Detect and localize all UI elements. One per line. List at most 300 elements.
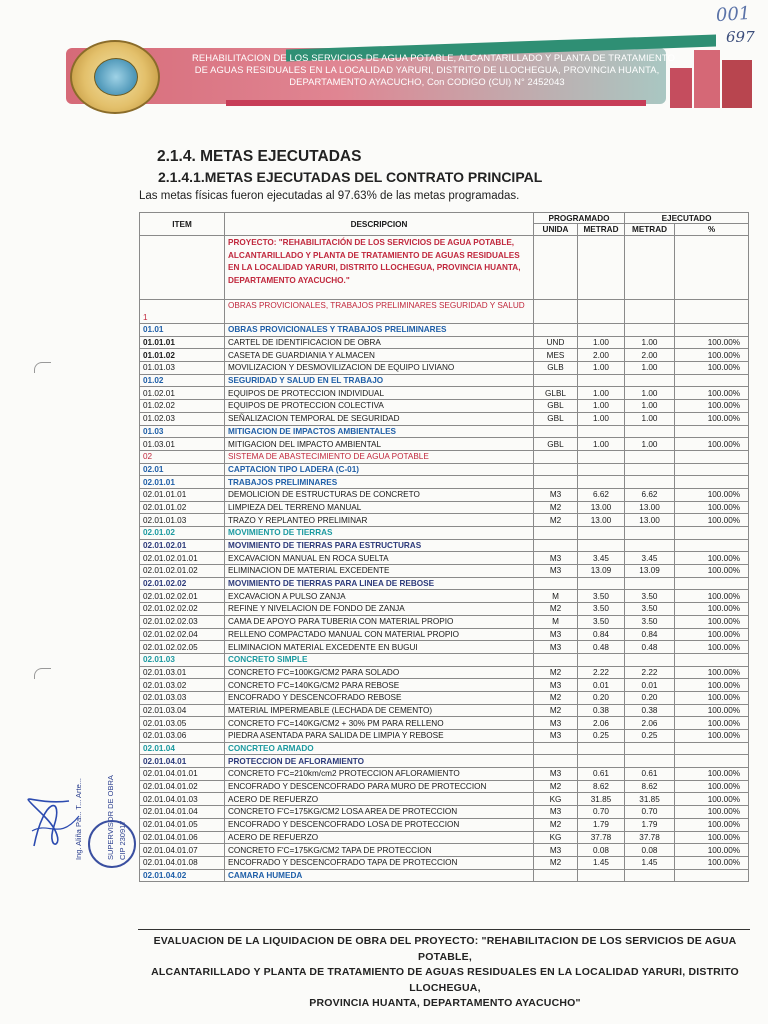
item-cell: 02.01.03.05	[140, 717, 225, 730]
ejecutado-metrado-cell: 0.84	[625, 628, 675, 641]
item-cell: 02.01.01.03	[140, 514, 225, 527]
percent-cell: 100.00%	[675, 590, 749, 603]
ejecutado-metrado-cell: 1.00	[625, 336, 675, 349]
description-cell: ENCOFRADO Y DESCENCOFRADO TAPA DE PROTECCION	[225, 856, 534, 869]
item-cell: 02.01.03.03	[140, 691, 225, 704]
percent-cell	[675, 539, 749, 552]
unit-cell: KG	[534, 793, 578, 806]
unit-cell: GBL	[534, 412, 578, 425]
header-ejecutado: EJECUTADO	[625, 213, 749, 224]
programado-metrado-cell: 2.00	[578, 349, 625, 362]
unit-cell	[534, 425, 578, 438]
programado-metrado-cell: 0.61	[578, 768, 625, 781]
item-cell: 01.03.01	[140, 438, 225, 451]
programado-metrado-cell: 1.79	[578, 818, 625, 831]
programado-metrado-cell: 1.00	[578, 362, 625, 375]
item-cell: 02.01.04.01.08	[140, 856, 225, 869]
table-row	[140, 704, 749, 717]
description-cell: CONCRETO SIMPLE	[225, 653, 534, 666]
footer-line: ALCANTARILLADO Y PLANTA DE TRATAMIENTO DE AGUAS RESIDUALES EN LA LOCALIDAD YARURI, DISTRITO LLOCHEGUA,	[151, 966, 739, 994]
ejecutado-metrado-cell: 1.00	[625, 412, 675, 425]
subsection-heading: 2.1.4.1.METAS EJECUTADAS DEL CONTRATO PRINCIPAL	[158, 169, 543, 185]
percent-cell: 100.00%	[675, 679, 749, 692]
item-cell: 02.01.03.04	[140, 704, 225, 717]
ejecutado-metrado-cell: 0.25	[625, 730, 675, 743]
unit-cell: GLB	[534, 362, 578, 375]
table-row	[140, 628, 749, 641]
description-cell: ACERO DE REFUERZO	[225, 793, 534, 806]
ejecutado-metrado-cell: 13.09	[625, 565, 675, 578]
table-row	[140, 438, 749, 451]
percent-cell	[675, 577, 749, 590]
description-cell: OBRAS PROVICIONALES Y TRABAJOS PRELIMINARES	[225, 324, 534, 337]
header-percent: %	[675, 224, 749, 236]
unit-cell: M2	[534, 603, 578, 616]
description-cell: ENCOFRADO Y DESCENCOFRADO LOSA DE PROTECCION	[225, 818, 534, 831]
punch-hole-mark	[34, 668, 51, 679]
table-row	[140, 615, 749, 628]
table-row	[140, 476, 749, 489]
description-cell: CONCRETO F'C=175KG/CM2 TAPA DE PROTECCION	[225, 844, 534, 857]
percent-cell: 100.00%	[675, 793, 749, 806]
ejecutado-metrado-cell: 1.00	[625, 362, 675, 375]
item-cell: 02	[140, 450, 225, 463]
programado-metrado-cell: 0.08	[578, 844, 625, 857]
header-descripcion: DESCRIPCION	[225, 213, 534, 236]
programado-metrado-cell: 1.45	[578, 856, 625, 869]
item-cell: 02.01.04.01	[140, 755, 225, 768]
percent-cell: 100.00%	[675, 628, 749, 641]
percent-cell: 100.00%	[675, 387, 749, 400]
description-cell: CAMARA HUMEDA	[225, 869, 534, 882]
item-cell: 02.01.01	[140, 476, 225, 489]
percent-cell: 100.00%	[675, 514, 749, 527]
unit-cell: M2	[534, 704, 578, 717]
unit-cell	[534, 374, 578, 387]
unit-cell: M	[534, 615, 578, 628]
percent-cell	[675, 425, 749, 438]
percent-cell: 100.00%	[675, 704, 749, 717]
ejecutado-metrado-cell: 3.45	[625, 552, 675, 565]
table-row	[140, 400, 749, 413]
stamp-role: SUPERVISOR DE OBRA	[106, 775, 115, 860]
description-cell: ENCOFRADO Y DESCENCOFRADO PARA MURO DE PROTECCION	[225, 780, 534, 793]
programado-metrado-cell: 1.00	[578, 387, 625, 400]
percent-cell: 100.00%	[675, 831, 749, 844]
unit-cell	[534, 527, 578, 540]
programado-metrado-cell: 0.38	[578, 704, 625, 717]
ejecutado-metrado-cell	[625, 653, 675, 666]
table-row	[140, 653, 749, 666]
item-cell: 02.01.04.01.05	[140, 818, 225, 831]
metas-table	[139, 212, 749, 882]
ejecutado-metrado-cell: 1.45	[625, 856, 675, 869]
header-unida: UNIDA	[534, 224, 578, 236]
table-row	[140, 349, 749, 362]
unit-cell	[534, 742, 578, 755]
table-row	[140, 793, 749, 806]
header-metrad-programado: METRAD	[578, 224, 625, 236]
unit-cell	[534, 324, 578, 337]
description-cell: TRAZO Y REPLANTEO PRELIMINAR	[225, 514, 534, 527]
unit-cell: M3	[534, 730, 578, 743]
handwritten-folio-number: 697	[726, 28, 755, 46]
programado-metrado-cell	[578, 527, 625, 540]
ejecutado-metrado-cell: 0.48	[625, 641, 675, 654]
programado-metrado-cell	[578, 374, 625, 387]
description-cell: DEMOLICION DE ESTRUCTURAS DE CONCRETO	[225, 488, 534, 501]
unit-cell	[534, 539, 578, 552]
ejecutado-metrado-cell: 1.79	[625, 818, 675, 831]
ejecutado-metrado-cell: 0.01	[625, 679, 675, 692]
unit-cell: GLBL	[534, 387, 578, 400]
unit-cell: M2	[534, 514, 578, 527]
footer-line: PROVINCIA HUANTA, DEPARTAMENTO AYACUCHO"	[309, 997, 581, 1009]
percent-cell	[675, 450, 749, 463]
ejecutado-metrado-cell	[625, 324, 675, 337]
item-cell: 02.01.02.02	[140, 577, 225, 590]
item-cell: 02.01.02.02.02	[140, 603, 225, 616]
percent-cell: 100.00%	[675, 349, 749, 362]
description-cell: MOVILIZACION Y DESMOVILIZACION DE EQUIPO LIVIANO	[225, 362, 534, 375]
percent-cell	[675, 755, 749, 768]
unit-cell: M2	[534, 501, 578, 514]
unit-cell	[534, 653, 578, 666]
unit-cell: M2	[534, 818, 578, 831]
project-item-cell	[140, 236, 225, 300]
banner-project-title	[192, 52, 675, 88]
header-item: ITEM	[140, 213, 225, 236]
unit-cell: M2	[534, 856, 578, 869]
punch-hole-mark	[34, 362, 51, 373]
programado-metrado-cell: 31.85	[578, 793, 625, 806]
ejecutado-metrado-cell: 3.50	[625, 603, 675, 616]
banner-line: DE AGUAS RESIDUALES EN LA LOCALIDAD YARURI, DISTRITO DE LLOCHEGUA, PROVINCIA HUANTA,	[194, 64, 660, 75]
description-cell: CONCRETO F'C=140KG/CM2 + 30% PM PARA RELLENO	[225, 717, 534, 730]
percent-cell	[675, 527, 749, 540]
ejecutado-metrado-cell	[625, 463, 675, 476]
unit-cell: M	[534, 590, 578, 603]
table-row	[140, 603, 749, 616]
item-cell: 01.02.03	[140, 412, 225, 425]
footer-caption	[140, 934, 750, 1012]
description-cell: EQUIPOS DE PROTECCION INDIVIDUAL	[225, 387, 534, 400]
unit-cell	[534, 476, 578, 489]
ejecutado-metrado-cell: 13.00	[625, 514, 675, 527]
percent-cell: 100.00%	[675, 768, 749, 781]
item-cell: 02.01.04.01.02	[140, 780, 225, 793]
description-cell: CONCRETO F'C=175KG/CM2 LOSA AREA DE PROTECCION	[225, 806, 534, 819]
banner-line: DEPARTAMENTO AYACUCHO, Con CODIGO (CUI) N° 2452043	[289, 76, 565, 87]
percent-cell	[675, 463, 749, 476]
item-cell: 02.01.03.01	[140, 666, 225, 679]
description-cell: CONCRETO F'C=210km/cm2 PROTECCION AFLORAMIENTO	[225, 768, 534, 781]
ejecutado-metrado-cell: 1.00	[625, 387, 675, 400]
unit-cell	[534, 869, 578, 882]
buildings-illustration	[666, 38, 756, 108]
programado-metrado-cell: 3.50	[578, 603, 625, 616]
percent-cell	[675, 653, 749, 666]
programado-metrado-cell	[578, 476, 625, 489]
percent-cell: 100.00%	[675, 717, 749, 730]
programado-metrado-cell: 13.00	[578, 514, 625, 527]
obras-item-cell: 1	[140, 300, 225, 324]
table-row	[140, 514, 749, 527]
percent-cell: 100.00%	[675, 488, 749, 501]
programado-metrado-cell	[578, 755, 625, 768]
ejecutado-metrado-cell: 31.85	[625, 793, 675, 806]
table-row	[140, 336, 749, 349]
ejecutado-metrado-cell: 2.00	[625, 349, 675, 362]
item-cell: 02.01.03	[140, 653, 225, 666]
programado-metrado-cell: 3.50	[578, 590, 625, 603]
table-row	[140, 362, 749, 375]
item-cell: 02.01.02.01.02	[140, 565, 225, 578]
item-cell: 01.01.02	[140, 349, 225, 362]
item-cell: 01.01.03	[140, 362, 225, 375]
header-banner	[66, 38, 756, 108]
description-cell: REFINE Y NIVELACION DE FONDO DE ZANJA	[225, 603, 534, 616]
percent-cell	[675, 869, 749, 882]
description-cell: ELIMINACION DE MATERIAL EXCEDENTE	[225, 565, 534, 578]
description-cell: CAPTACION TIPO LADERA (C-01)	[225, 463, 534, 476]
item-cell: 02.01.04.02	[140, 869, 225, 882]
percent-cell: 100.00%	[675, 400, 749, 413]
ejecutado-metrado-cell: 37.78	[625, 831, 675, 844]
programado-metrado-cell: 1.00	[578, 400, 625, 413]
footer-line: EVALUACION DE LA LIQUIDACION DE OBRA DEL PROYECTO: "REHABILITACION DE LOS SERVICIOS DE AGUA POTABLE,	[153, 935, 737, 963]
description-cell: CAMA DE APOYO PARA TUBERIA CON MATERIAL PROPIO	[225, 615, 534, 628]
unit-cell: GBL	[534, 400, 578, 413]
item-cell: 02.01.01.01	[140, 488, 225, 501]
percent-cell: 100.00%	[675, 780, 749, 793]
header-programado: PROGRAMADO	[534, 213, 625, 224]
percent-cell	[675, 476, 749, 489]
description-cell: CASETA DE GUARDIANIA Y ALMACEN	[225, 349, 534, 362]
table-row	[140, 869, 749, 882]
unit-cell	[534, 450, 578, 463]
percent-cell: 100.00%	[675, 603, 749, 616]
unit-cell: MES	[534, 349, 578, 362]
table-row	[140, 679, 749, 692]
ejecutado-metrado-cell: 0.20	[625, 691, 675, 704]
unit-cell: M3	[534, 628, 578, 641]
description-cell: RELLENO COMPACTADO MANUAL CON MATERIAL PROPIO	[225, 628, 534, 641]
header-metrad-ejecutado: METRAD	[625, 224, 675, 236]
item-cell: 02.01.02.02.05	[140, 641, 225, 654]
description-cell: SEÑALIZACION TEMPORAL DE SEGURIDAD	[225, 412, 534, 425]
percent-cell	[675, 324, 749, 337]
table-row	[140, 691, 749, 704]
percent-cell: 100.00%	[675, 552, 749, 565]
unit-cell: M3	[534, 488, 578, 501]
description-cell: SEGURIDAD Y SALUD EN EL TRABAJO	[225, 374, 534, 387]
unit-cell: M3	[534, 679, 578, 692]
description-cell: CONCRETO F'C=100KG/CM2 PARA SOLADO	[225, 666, 534, 679]
table-row	[140, 412, 749, 425]
table-row	[140, 425, 749, 438]
table-row	[140, 539, 749, 552]
ejecutado-metrado-cell: 1.00	[625, 400, 675, 413]
item-cell: 02.01.02.01	[140, 539, 225, 552]
description-cell: CARTEL DE IDENTIFICACION DE OBRA	[225, 336, 534, 349]
programado-metrado-cell: 3.45	[578, 552, 625, 565]
description-cell: ELIMINACION MATERIAL EXCEDENTE EN BUGUI	[225, 641, 534, 654]
stamp-cip: CIP 230917	[118, 820, 127, 860]
programado-metrado-cell: 1.00	[578, 412, 625, 425]
banner-line: REHABILITACION DE LOS SERVICIOS DE AGUA POTABLE, ALCANTARILLADO Y PLANTA DE TRATAMIENTO	[192, 52, 675, 63]
item-cell: 01.02.01	[140, 387, 225, 400]
programado-metrado-cell: 0.25	[578, 730, 625, 743]
table-row	[140, 717, 749, 730]
stamp-seal-circle	[88, 820, 136, 868]
table-row	[140, 324, 749, 337]
table-row	[140, 577, 749, 590]
programado-metrado-cell: 13.09	[578, 565, 625, 578]
programado-metrado-cell	[578, 324, 625, 337]
table-row	[140, 755, 749, 768]
unit-cell: M3	[534, 768, 578, 781]
ejecutado-metrado-cell	[625, 577, 675, 590]
ejecutado-metrado-cell: 13.00	[625, 501, 675, 514]
banner-pink-stripe	[226, 100, 646, 106]
percent-cell: 100.00%	[675, 412, 749, 425]
programado-metrado-cell	[578, 463, 625, 476]
programado-metrado-cell: 0.48	[578, 641, 625, 654]
signature-scribble	[24, 786, 84, 856]
ejecutado-metrado-cell: 1.00	[625, 438, 675, 451]
description-cell: SISTEMA DE ABASTECIMIENTO DE AGUA POTABLE	[225, 450, 534, 463]
table-row	[140, 768, 749, 781]
programado-metrado-cell: 6.62	[578, 488, 625, 501]
programado-metrado-cell	[578, 653, 625, 666]
percent-cell: 100.00%	[675, 844, 749, 857]
unit-cell	[534, 463, 578, 476]
unit-cell: M2	[534, 666, 578, 679]
percent-cell: 100.00%	[675, 856, 749, 869]
table-row	[140, 488, 749, 501]
description-cell: CONCRETO F'C=140KG/CM2 PARA REBOSE	[225, 679, 534, 692]
percent-cell: 100.00%	[675, 438, 749, 451]
description-cell: LIMPIEZA DEL TERRENO MANUAL	[225, 501, 534, 514]
item-cell: 01.01	[140, 324, 225, 337]
programado-metrado-cell	[578, 450, 625, 463]
percent-cell: 100.00%	[675, 806, 749, 819]
ejecutado-metrado-cell: 8.62	[625, 780, 675, 793]
unit-cell: GBL	[534, 438, 578, 451]
project-title-cell: PROYECTO: "REHABILITACIÓN DE LOS SERVICIOS DE AGUA POTABLE, ALCANTARILLADO Y PLANTA DE TRATAMIENTO DE AGUAS RESIDUALES EN LA LOCALIDAD YARURI, DISTRITO LLOCHEGUA, PROVINCIA HUANTA, DEPARTAMENTO AYACUCHO."	[225, 236, 534, 300]
ejecutado-metrado-cell: 0.38	[625, 704, 675, 717]
seal-landscape	[94, 58, 138, 96]
ejecutado-metrado-cell	[625, 742, 675, 755]
ejecutado-metrado-cell	[625, 869, 675, 882]
ejecutado-metrado-cell: 0.61	[625, 768, 675, 781]
ejecutado-metrado-cell	[625, 476, 675, 489]
ejecutado-metrado-cell: 2.22	[625, 666, 675, 679]
table-row	[140, 780, 749, 793]
item-cell: 02.01.02.02.01	[140, 590, 225, 603]
programado-metrado-cell: 0.70	[578, 806, 625, 819]
programado-metrado-cell: 2.22	[578, 666, 625, 679]
item-cell: 01.02.02	[140, 400, 225, 413]
item-cell: 02.01.04.01.07	[140, 844, 225, 857]
programado-metrado-cell	[578, 425, 625, 438]
handwritten-page-number: 001	[715, 2, 752, 27]
item-cell: 02.01.02.02.04	[140, 628, 225, 641]
item-cell: 02.01.03.02	[140, 679, 225, 692]
item-cell: 01.02	[140, 374, 225, 387]
percent-cell: 100.00%	[675, 730, 749, 743]
description-cell: MOVIMIENTO DE TIERRAS	[225, 527, 534, 540]
percent-cell: 100.00%	[675, 615, 749, 628]
percent-cell: 100.00%	[675, 666, 749, 679]
intro-text: Las metas físicas fueron ejecutadas al 97.63% de las metas programadas.	[139, 190, 520, 202]
percent-cell: 100.00%	[675, 641, 749, 654]
obras-desc-cell: OBRAS PROVICIONALES, TRABAJOS PRELIMINARES SEGURIDAD Y SALUD	[225, 300, 534, 324]
item-cell: 02.01.03.06	[140, 730, 225, 743]
programado-metrado-cell: 13.00	[578, 501, 625, 514]
ejecutado-metrado-cell	[625, 450, 675, 463]
ejecutado-metrado-cell	[625, 539, 675, 552]
ejecutado-metrado-cell	[625, 755, 675, 768]
description-cell: MATERIAL IMPERMEABLE (LECHADA DE CEMENTO)	[225, 704, 534, 717]
description-cell: EXCAVACION MANUAL EN ROCA SUELTA	[225, 552, 534, 565]
percent-cell: 100.00%	[675, 818, 749, 831]
unit-cell: M2	[534, 691, 578, 704]
programado-metrado-cell	[578, 539, 625, 552]
programado-metrado-cell	[578, 869, 625, 882]
description-cell: PROTECCION DE AFLORAMIENTO	[225, 755, 534, 768]
section-heading: 2.1.4. METAS EJECUTADAS	[157, 148, 362, 165]
percent-cell: 100.00%	[675, 501, 749, 514]
municipality-seal-logo	[70, 40, 160, 114]
description-cell: EXCAVACION A PULSO ZANJA	[225, 590, 534, 603]
table-row	[140, 818, 749, 831]
unit-cell: M3	[534, 552, 578, 565]
table-row	[140, 844, 749, 857]
table-row	[140, 742, 749, 755]
table-row	[140, 565, 749, 578]
ejecutado-metrado-cell: 3.50	[625, 615, 675, 628]
table-row	[140, 501, 749, 514]
footer-rule	[138, 929, 750, 930]
ejecutado-metrado-cell	[625, 425, 675, 438]
table-row	[140, 831, 749, 844]
unit-cell: M3	[534, 806, 578, 819]
percent-cell	[675, 374, 749, 387]
description-cell: MOVIMIENTO DE TIERRAS PARA ESTRUCTURAS	[225, 539, 534, 552]
percent-cell: 100.00%	[675, 691, 749, 704]
table-row	[140, 387, 749, 400]
programado-metrado-cell: 1.00	[578, 336, 625, 349]
item-cell: 01.03	[140, 425, 225, 438]
programado-metrado-cell: 0.01	[578, 679, 625, 692]
programado-metrado-cell: 1.00	[578, 438, 625, 451]
item-cell: 02.01.04.01.04	[140, 806, 225, 819]
description-cell: ACERO DE REFUERZO	[225, 831, 534, 844]
item-cell: 01.01.01	[140, 336, 225, 349]
ejecutado-metrado-cell	[625, 374, 675, 387]
table-row	[140, 666, 749, 679]
description-cell: CONCRTEO ARMADO	[225, 742, 534, 755]
description-cell: MITIGACION DE IMPACTOS AMBIENTALES	[225, 425, 534, 438]
item-cell: 02.01.02.01.01	[140, 552, 225, 565]
programado-metrado-cell: 37.78	[578, 831, 625, 844]
description-cell: MITIGACION DEL IMPACTO AMBIENTAL	[225, 438, 534, 451]
table-row	[140, 590, 749, 603]
programado-metrado-cell: 2.06	[578, 717, 625, 730]
ejecutado-metrado-cell: 3.50	[625, 590, 675, 603]
